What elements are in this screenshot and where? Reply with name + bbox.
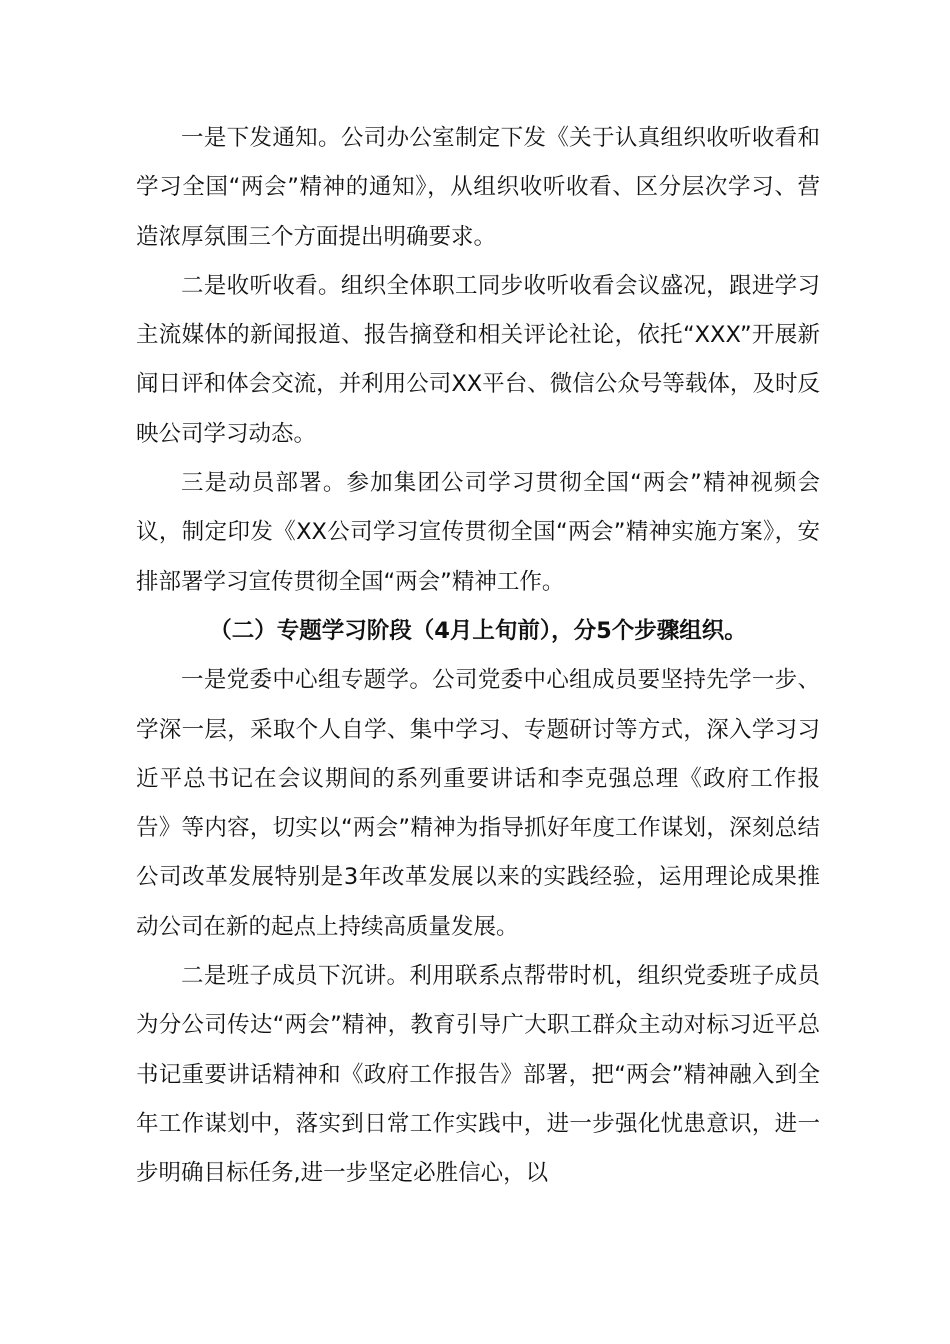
- paragraph-issue-notice: 一是下发通知。公司办公室制定下发《关于认真组织收听收看和学习全国“两会”精神的通知》，从组织收听收看、区分层次学习、营造浓厚氛围三个方面提出明确要求。: [136, 125, 820, 250]
- section-heading-special-study: （二）专题学习阶段（4月上旬前），分5个步骤组织。: [209, 617, 747, 644]
- paragraph-party-committee-study: 一是党委中心组专题学。公司党委中心组成员要坚持先学一步、学深一层，采取个人自学、集中学习、专题研讨等方式，深入学习习近平总书记在会议期间的系列重要讲话和李克强总理《政府工作报告》等内容，切实以“两会”精神为指导抓好年度工作谋划，深刻总结公司改革发展特别是3年改革发展以来的实践经验，运用理论成果推动公司在新的起点上持续高质量发展。: [136, 667, 820, 940]
- paragraph-watch-listen: 二是收听收看。组织全体职工同步收听收看会议盛况，跟进学习主流媒体的新闻报道、报告摘登和相关评论社论，依托“XXX”开展新闻日评和体会交流，并利用公司XX平台、微信公众号等载体，及时反映公司学习动态。: [136, 272, 820, 447]
- document-body: [136, 114, 820, 1199]
- paragraph-team-members-lecture: 二是班子成员下沉讲。利用联系点帮带时机，组织党委班子成员为分公司传达“两会”精神，教育引导广大职工群众主动对标习近平总书记重要讲话精神和《政府工作报告》部署，把“两会”精神融入到全年工作谋划中，落实到日常工作实践中，进一步强化忧患意识，进一步明确目标任务,进一步坚定必胜信心，以: [136, 963, 820, 1187]
- paragraph-mobilize-deploy: 三是动员部署。参加集团公司学习贯彻全国“两会”精神视频会议，制定印发《XX公司学习宣传贯彻全国“两会”精神实施方案》，安排部署学习宣传贯彻全国“两会”精神工作。: [136, 470, 820, 595]
